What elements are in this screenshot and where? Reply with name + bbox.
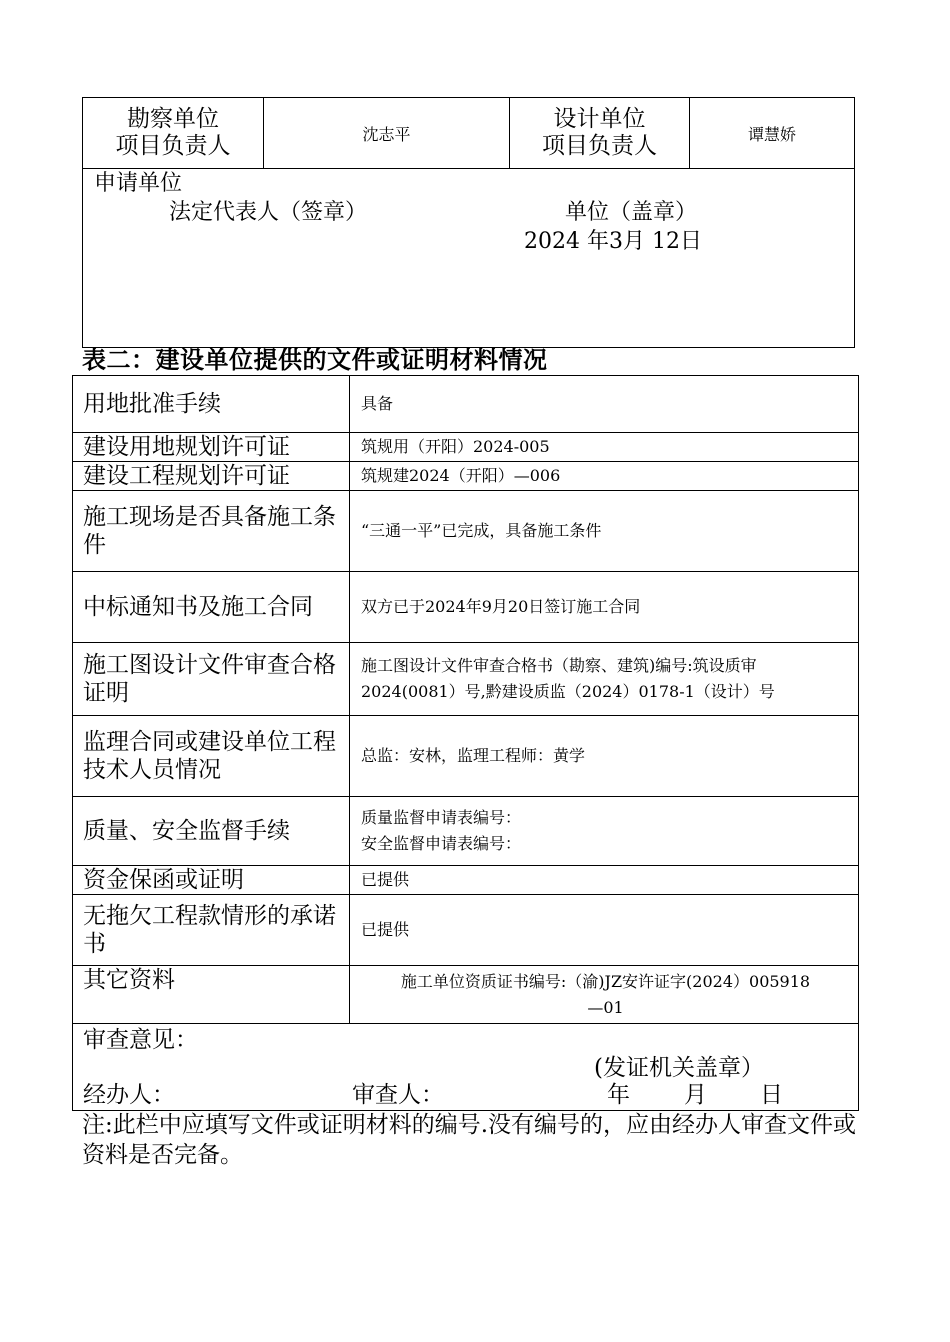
row-label: 中标通知书及施工合同 — [73, 572, 350, 643]
table-row — [73, 866, 859, 895]
applicant-cell — [83, 169, 855, 348]
review-opinion-label: 审查意见： — [83, 1027, 198, 1053]
row-value-line: 施工单位资质证书编号:（渝)JZ安许证字(2024）005918 — [400, 971, 811, 991]
application-date: 2024 年3月 12日 — [524, 229, 702, 254]
table-row — [73, 966, 859, 1024]
row-value — [350, 716, 859, 797]
row-value-line: 双方已于2024年9月20日签订施工合同 — [361, 597, 641, 616]
row-value-line: 施工图设计文件审查合格书（勘察、建筑)编号:筑设质审 — [361, 656, 757, 675]
row-value — [350, 572, 859, 643]
review-opinion-cell — [73, 1024, 859, 1111]
row-value — [350, 491, 859, 572]
row-value-line: 2024(0081）号,黔建设质监（2024）0178-1（设计）号 — [361, 682, 775, 701]
design-unit-label: 设计单位 — [553, 106, 646, 132]
row-label: 施工图设计文件审查合格证明 — [73, 643, 350, 716]
row-value-line: 安全监督申请表编号： — [361, 834, 522, 853]
row-value-line: 具备 — [361, 394, 394, 413]
row-value — [350, 433, 859, 462]
row-label: 无拖欠工程款情形的承诺书 — [73, 895, 350, 966]
table-row — [73, 643, 859, 716]
table-row — [73, 433, 859, 462]
review-year-label: 年 — [607, 1082, 630, 1108]
row-value — [350, 643, 859, 716]
review-month-label: 月 — [684, 1082, 707, 1108]
row-value-line: 已提供 — [361, 920, 410, 939]
documents-table — [72, 375, 859, 1111]
survey-unit-header — [83, 98, 264, 169]
row-value-line: 质量监督申请表编号： — [361, 808, 522, 827]
row-label: 质量、安全监督手续 — [73, 797, 350, 866]
row-value-line: 已提供 — [361, 870, 410, 889]
row-value-line: 筑规用（开阳）2024-005 — [361, 437, 550, 456]
row-label: 用地批准手续 — [73, 376, 350, 433]
survey-leader-name: 沈志平 — [264, 98, 510, 169]
unit-seal-label: 单位（盖章） — [565, 200, 698, 225]
issuing-seal-label: (发证机关盖章） — [594, 1055, 764, 1081]
row-value — [350, 376, 859, 433]
row-label: 建设用地规划许可证 — [73, 433, 350, 462]
row-label: 建设工程规划许可证 — [73, 462, 350, 491]
design-leader-name: 谭慧娇 — [690, 98, 855, 169]
row-value — [350, 966, 859, 1024]
row-value — [350, 895, 859, 966]
design-unit-header — [510, 98, 690, 169]
survey-unit-label: 勘察单位 — [127, 106, 219, 132]
row-label: 监理合同或建设单位工程技术人员情况 — [73, 716, 350, 797]
legal-rep-label: 法定代表人（签章） — [169, 200, 368, 225]
table-row — [73, 895, 859, 966]
row-value-line: 筑规建2024（开阳）—006 — [361, 466, 561, 485]
row-value — [350, 866, 859, 895]
table-row — [73, 376, 859, 433]
responsible-persons-table — [82, 97, 855, 348]
row-label: 其它资料 — [73, 966, 350, 1024]
row-label: 施工现场是否具备施工条件 — [73, 491, 350, 572]
survey-leader-label: 项目负责人 — [115, 133, 231, 159]
table-row — [73, 572, 859, 643]
table-row — [73, 797, 859, 866]
reviewer-label: 审查人： — [352, 1082, 444, 1108]
row-value-line: 总监：安林，监理工程师：黄学 — [361, 746, 586, 765]
review-day-label: 日 — [760, 1082, 783, 1108]
table-row — [73, 462, 859, 491]
row-value — [350, 797, 859, 866]
row-value-line: “三通一平”已完成，具备施工条件 — [361, 521, 602, 540]
row-value — [350, 462, 859, 491]
table2-title: 表二：建设单位提供的文件或证明材料情况 — [82, 345, 548, 374]
applicant-label: 申请单位 — [94, 171, 183, 196]
row-value-line: —01 — [587, 997, 624, 1017]
row-label: 资金保函或证明 — [73, 866, 350, 895]
footnote: 注:此栏中应填写文件或证明材料的编号.没有编号的，应由经办人审查文件或资料是否完备。 — [82, 1112, 857, 1168]
table-row — [73, 716, 859, 797]
table-row — [73, 491, 859, 572]
design-leader-label: 项目负责人 — [542, 133, 657, 159]
handler-label: 经办人： — [83, 1082, 175, 1108]
